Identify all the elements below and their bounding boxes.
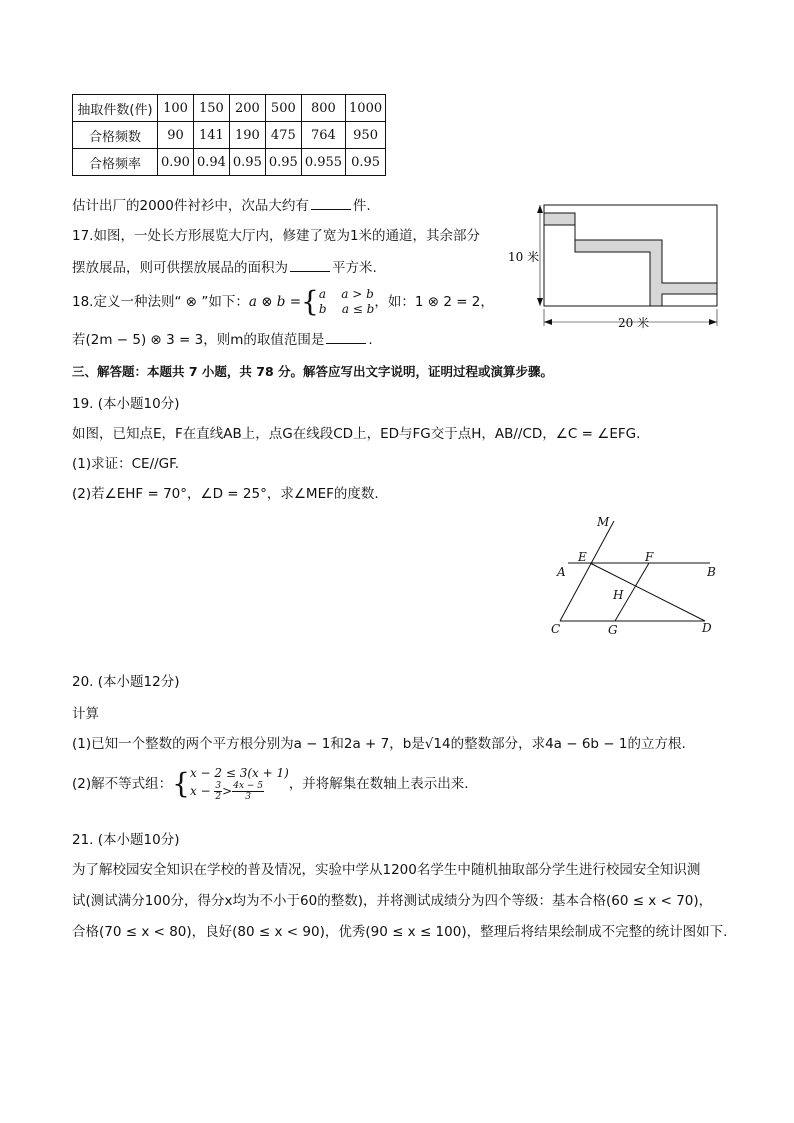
- q20-brace: {: [172, 767, 190, 800]
- q20-system: [190, 766, 289, 802]
- section-3-heading: 三、解答题：本题共 7 小题，共 78 分。解答应写出文字说明，证明过程或演算步骤。: [72, 364, 554, 379]
- q19-part1: (1)求证：CE//GF.: [72, 456, 180, 472]
- answer-blank: [326, 331, 366, 344]
- table-cell: 950: [346, 122, 386, 149]
- q20-ineq2-left: x −: [189, 784, 211, 798]
- q19-header: 19. (本小题10分): [72, 396, 180, 412]
- q17-line2: [72, 258, 377, 278]
- table-cell: 500: [265, 95, 301, 122]
- label-e: E: [578, 550, 587, 564]
- q20-intro: 计算: [72, 706, 99, 722]
- q18-case1: a a > b: [318, 287, 374, 301]
- q18-def-lhs: a ⊗ b =: [248, 294, 302, 310]
- table-cell: 200: [229, 95, 265, 122]
- q21-line3: 合格(70 ≤ x < 80)，良好(80 ≤ x < 90)，优秀(90 ≤ x ≤ 100)，整理后将结果绘制成不完整的统计图如下.: [72, 924, 728, 940]
- q20-header: 20. (本小题12分): [72, 674, 180, 690]
- q18-prefix: 18.定义一种法则“ ⊗ ”如下：: [72, 294, 249, 310]
- table-cell: 1000: [346, 95, 386, 122]
- table-cell: 475: [265, 122, 301, 149]
- label-h: H: [613, 588, 624, 602]
- q20-ineq2-frac: $\frac{3}{2}$: [215, 781, 222, 802]
- table-cell: 0.94: [193, 149, 229, 176]
- table-row-header: 抽取件数(件): [73, 95, 158, 122]
- table-cell: 0.955: [301, 149, 345, 176]
- q19-text: 如图，已知点E，F在直线AB上，点G在线段CD上，ED与FG交于点H，AB//CD，∠C = ∠EFG.: [72, 426, 641, 442]
- hall-figure: [500, 196, 730, 334]
- q20-ineq2-rhs: $\frac{4x - 5}{3}$: [233, 781, 264, 802]
- label-m: M: [597, 515, 610, 529]
- table-cell: 0.95: [229, 149, 265, 176]
- frequency-table: [72, 94, 386, 176]
- label-d: D: [702, 621, 712, 635]
- answer-blank: [290, 259, 330, 272]
- q21-header: 21. (本小题10分): [72, 832, 180, 848]
- table-row-header: 合格频率: [73, 149, 158, 176]
- line-ed: [590, 563, 705, 621]
- table-cell: 150: [193, 95, 229, 122]
- q17-line2-before: 摆放展品，则可供摆放展品的面积为: [72, 260, 288, 276]
- q20-part2-prefix: (2)解不等式组：: [72, 776, 173, 792]
- table-row-header: 合格频数: [73, 122, 158, 149]
- q18-line2-after: .: [368, 332, 373, 348]
- q17-line2-after: 平方米.: [332, 260, 377, 276]
- q20-part2-suffix: ，并将解集在数轴上表示出来.: [288, 776, 469, 792]
- table-cell: 0.95: [346, 149, 386, 176]
- q16-tail-line: [72, 196, 371, 216]
- q21-line2: 试(测试满分100分，得分x均为不小于60的整数)，并将测试成绩分为四个等级：基本合格(60 ≤ x < 70)，: [72, 893, 713, 909]
- geometry-figure: [545, 510, 725, 640]
- table-cell: 100: [158, 95, 194, 122]
- table-cell: 190: [229, 122, 265, 149]
- table-cell: 0.95: [265, 149, 301, 176]
- table-row: [73, 122, 386, 149]
- q18-cases: [319, 287, 374, 317]
- answer-blank: [311, 197, 351, 210]
- q18-brace: {: [301, 285, 319, 318]
- q20-ineq2-gt: >: [222, 784, 233, 798]
- table-cell: 764: [301, 122, 345, 149]
- table-row: [73, 95, 386, 122]
- q16-tail-after: 件.: [352, 198, 371, 214]
- label-a: A: [557, 565, 566, 579]
- q18-line1: [72, 287, 494, 317]
- table-cell: 90: [158, 122, 194, 149]
- q18-line2-before: 若(2m − 5) ⊗ 3 = 3，则m的取值范围是: [72, 332, 325, 348]
- q21-line1: 为了解校园安全知识在学校的普及情况，实验中学从1200名学生中随机抽取部分学生进行校园安全知识测: [72, 862, 701, 878]
- label-b: B: [707, 565, 716, 579]
- q18-case2: b a ≤ b: [318, 302, 375, 316]
- label-f: F: [645, 550, 654, 564]
- q20-ineq1: x − 2 ≤ 3(x + 1): [189, 766, 289, 780]
- q20-part1: (1)已知一个整数的两个平方根分别为a − 1和2a + 7，b是√14的整数部分，求4a − 6b − 1的立方根.: [72, 736, 686, 752]
- q18-example: ，如：1 ⊗ 2 = 2，: [374, 294, 494, 310]
- table-cell: 800: [301, 95, 345, 122]
- width-label: 20 米: [618, 316, 650, 330]
- label-g: G: [608, 623, 618, 637]
- q19-part2: (2)若∠EHF = 70°，∠D = 25°，求∠MEF的度数.: [72, 486, 379, 502]
- q20-part2: [72, 766, 469, 802]
- q18-line2: [72, 330, 373, 350]
- label-c: C: [551, 622, 561, 636]
- table-cell: 0.90: [158, 149, 194, 176]
- table-cell: 141: [193, 122, 229, 149]
- table-row: [73, 149, 386, 176]
- q17-line1: 17.如图，一处长方形展览大厅内，修建了宽为1米的通道，其余部分: [72, 228, 481, 244]
- height-label: 10 米: [508, 250, 540, 264]
- q16-tail-before: 估计出厂的2000件衬衫中，次品大约有: [72, 198, 309, 214]
